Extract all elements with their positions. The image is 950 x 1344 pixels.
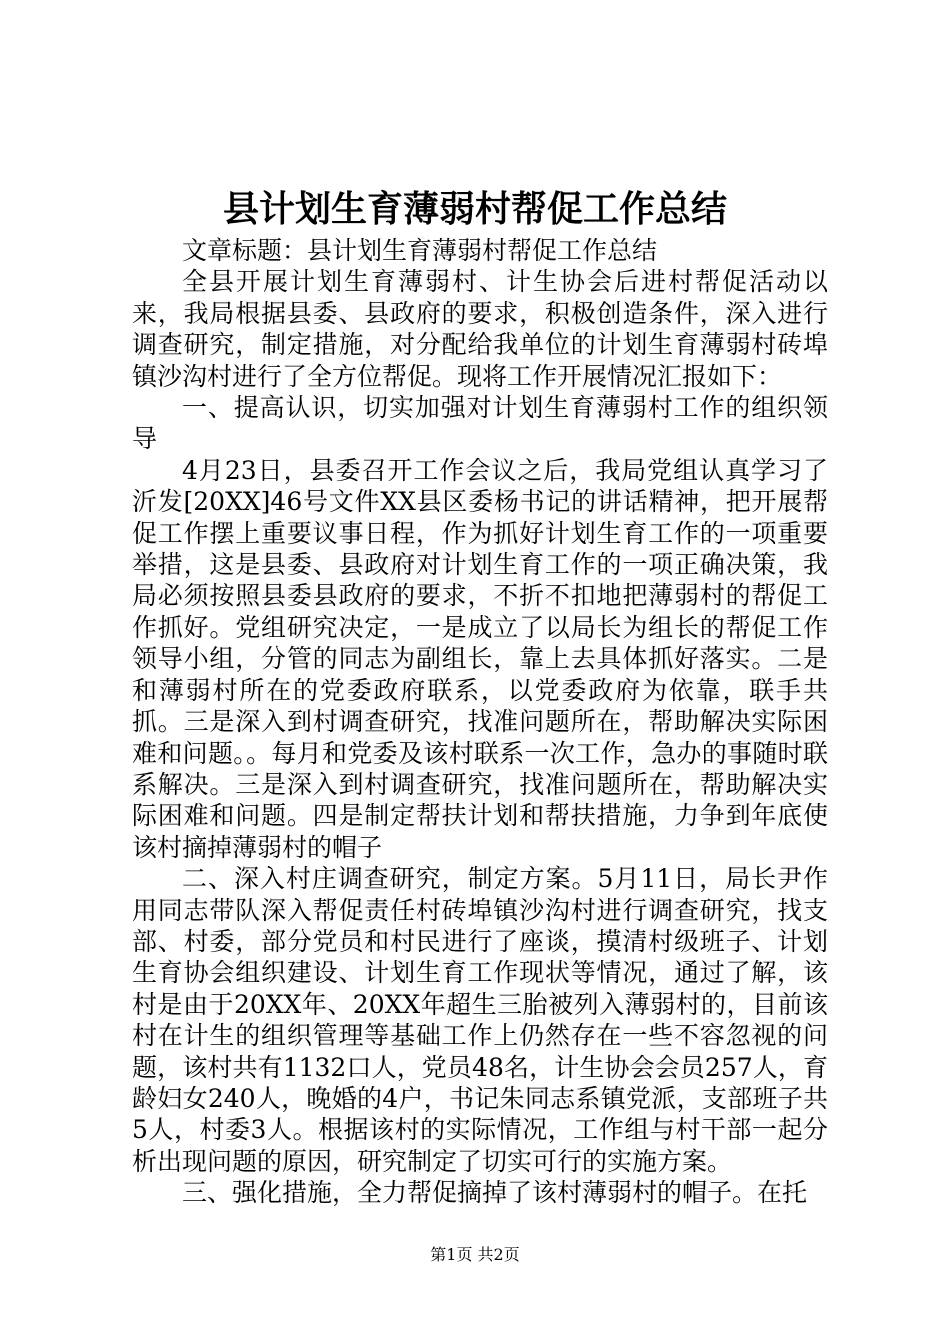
- intro-paragraph: 全县开展计划生育薄弱村、计生协会后进村帮促活动以来，我局根据县委、县政府的要求，积极创造条件，深入进行调查研究，制定措施，对分配给我单位的计划生育薄弱村砖埠镇沙沟村进行了全方位帮促。现将工作开展情况汇报如下：: [132, 267, 828, 391]
- section-heading-1: 一、提高认识，切实加强对计划生育薄弱村工作的组织领导: [132, 393, 828, 454]
- document-title: 县计划生育薄弱村帮促工作总结: [222, 189, 727, 230]
- article-title-line: 文章标题：县计划生育薄弱村帮促工作总结: [182, 236, 658, 265]
- page-footer: 第1页 共2页: [430, 1245, 520, 1264]
- document-body: [132, 235, 828, 1209]
- section-3-paragraph: 三、强化措施，全力帮促摘掉了该村薄弱村的帽子。在托: [182, 1178, 808, 1208]
- section-1-paragraph: 4月23日，县委召开工作会议之后，我局党组认真学习了沂发[20XX]46号文件XX县区委杨书记的讲话精神，把开展帮促工作摆上重要议事日程，作为抓好计划生育工作的一项重要举措，这是县委、县政府对计划生育工作的一项正确决策，我局必须按照县委县政府的要求，不折不扣地把薄弱村的帮促工作抓好。党组研究决定，一是成立了以局长为组长的帮促工作领导小组，分管的同志为副组长，靠上去具体抓好落实。二是和薄弱村所在的党委政府联系，以党委政府为依靠，联手共抓。三是深入到村调查研究，找准问题所在，帮助解决实际困难和问题。。每月和党委及该村联系一次工作，急办的事随时联系解决。三是深入到村调查研究，找准问题所在，帮助解决实际困难和问题。四是制定帮扶计划和帮扶措施，力争到年底使该村摘掉薄弱村的帽子: [132, 455, 828, 862]
- section-2-paragraph: 二、深入村庄调查研究，制定方案。5月11日，局长尹作用同志带队深入帮促责任村砖埠镇沙沟村进行调查研究，找支部、村委，部分党员和村民进行了座谈，摸清村级班子、计划生育协会组织建设、计划生育工作现状等情况，通过了解，该村是由于20XX年、20XX年超生三胎被列入薄弱村的，目前该村在计生的组织管理等基础工作上仍然存在一些不容忽视的问题，该村共有1132口人，党员48名，计生协会会员257人，育龄妇女240人，晚婚的4户，书记朱同志系镇党派，支部班子共5人，村委3人。根据该村的实际情况，工作组与村干部一起分析出现问题的原因，研究制定了切实可行的实施方案。: [132, 864, 828, 1176]
